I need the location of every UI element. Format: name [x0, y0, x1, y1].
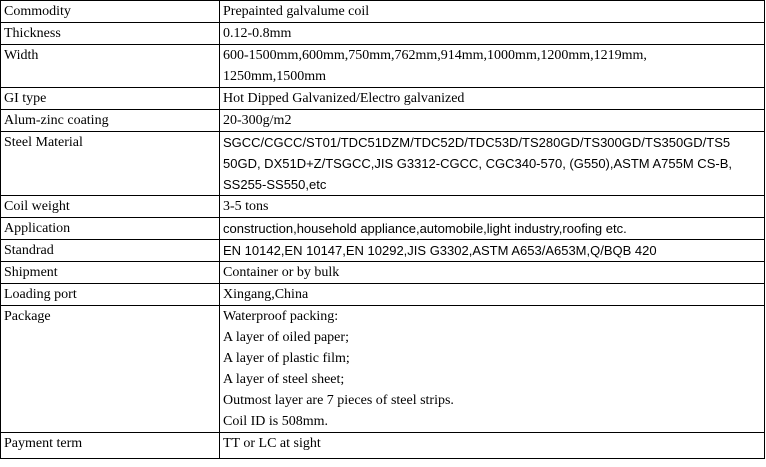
table-row [1, 433, 765, 459]
row-value [220, 88, 765, 110]
table-row [1, 45, 765, 88]
value-line: Outmost layer are 7 pieces of steel strips. [223, 393, 454, 408]
row-value [220, 284, 765, 306]
row-label: Package [1, 306, 220, 433]
row-label: Alum-zinc coating [1, 110, 220, 132]
row-label: Loading port [1, 284, 220, 306]
row-label: Thickness [1, 23, 220, 45]
value-line: TT or LC at sight [223, 436, 321, 451]
row-value [220, 240, 765, 262]
table-row [1, 196, 765, 218]
value-line: Hot Dipped Galvanized/Electro galvanized [223, 91, 465, 106]
value-line: A layer of plastic film; [223, 351, 350, 366]
value-line: Xingang,China [223, 287, 309, 302]
row-value [220, 306, 765, 433]
row-label: GI type [1, 88, 220, 110]
row-label: Coil weight [1, 196, 220, 218]
value-line: 20-300g/m2 [223, 113, 292, 128]
value-line: 0.12-0.8mm [223, 26, 292, 41]
value-line: A layer of oiled paper; [223, 330, 349, 345]
value-line: 1250mm,1500mm [223, 69, 327, 84]
row-value [220, 132, 765, 196]
value-line: EN 10142,EN 10147,EN 10292,JIS G3302,ASTM A653/A653M,Q/BQB 420 [223, 243, 657, 258]
row-label: Payment term [1, 433, 220, 459]
table-row [1, 284, 765, 306]
row-value [220, 218, 765, 240]
table-row [1, 1, 765, 23]
value-line: 50GD, DX51D+Z/TSGCC,JIS G3312-CGCC, CGC340-570, (G550),ASTM A755M CS-B, [223, 156, 732, 171]
table-row [1, 132, 765, 196]
row-value [220, 262, 765, 284]
table-row [1, 306, 765, 433]
table-row [1, 218, 765, 240]
value-line: Prepainted galvalume coil [223, 4, 370, 19]
value-line: Container or by bulk [223, 265, 340, 280]
table-row [1, 240, 765, 262]
row-label: Commodity [1, 1, 220, 23]
table-row [1, 23, 765, 45]
value-line: SS255-SS550,etc [223, 177, 327, 192]
value-line: construction,household appliance,automobile,light industry,roofing etc. [223, 221, 627, 236]
table-row [1, 110, 765, 132]
value-line: SGCC/CGCC/ST01/TDC51DZM/TDC52D/TDC53D/TS280GD/TS300GD/TS350GD/TS5 [223, 135, 731, 150]
row-label: Steel Material [1, 132, 220, 196]
value-line: A layer of steel sheet; [223, 372, 345, 387]
row-value [220, 45, 765, 88]
row-value [220, 23, 765, 45]
row-label: Shipment [1, 262, 220, 284]
row-value [220, 433, 765, 459]
table-row [1, 262, 765, 284]
row-label: Standrad [1, 240, 220, 262]
row-value [220, 110, 765, 132]
row-label: Width [1, 45, 220, 88]
value-line: 600-1500mm,600mm,750mm,762mm,914mm,1000mm,1200mm,1219mm, [223, 48, 647, 63]
row-label: Application [1, 218, 220, 240]
value-line: Coil ID is 508mm. [223, 414, 329, 429]
value-line: 3-5 tons [223, 199, 269, 214]
row-value [220, 1, 765, 23]
row-value [220, 196, 765, 218]
value-line: Waterproof packing: [223, 309, 339, 324]
table-row [1, 88, 765, 110]
